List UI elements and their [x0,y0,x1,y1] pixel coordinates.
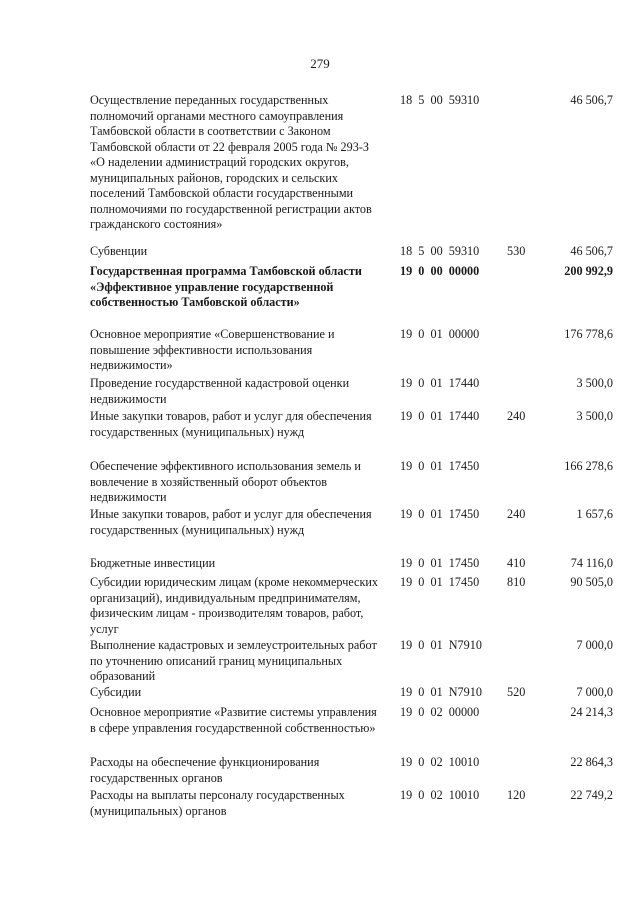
row-amount: 74 116,0 [570,556,613,570]
row-code: 19 0 01 17440 [400,409,480,423]
row-description: Субсидии [90,685,142,699]
row-amount: 176 778,6 [564,327,613,341]
row-code: 19 0 00 00000 [400,264,480,278]
row-amount: 46 506,7 [570,244,613,258]
row-description: Основное мероприятие «Развитие системы управления в сфере управления государственной собственностью» [90,705,377,735]
row-code: 18 5 00 59310 [400,244,480,258]
row-description: Иные закупки товаров, работ и услуг для обеспечения государственных (муниципальных) нужд [90,409,372,439]
row-amount: 24 214,3 [570,705,613,719]
row-description: Государственная программа Тамбовской области «Эффективное управление государственной собственностью Тамбовской области» [90,264,362,309]
row-amount: 3 500,0 [576,409,613,423]
row-expense-type: 120 [507,788,526,802]
row-expense-type: 240 [507,507,526,521]
row-amount: 46 506,7 [570,93,613,107]
row-code: 19 0 01 N7910 [400,638,482,652]
row-code: 19 0 01 00000 [400,327,480,341]
row-amount: 7 000,0 [576,638,613,652]
row-description: Обеспечение эффективного использования земель и вовлечение в хозяйственный оборот объектов недвижимости [90,459,361,504]
row-expense-type: 520 [507,685,526,699]
row-description: Субсидии юридическим лицам (кроме некоммерческих организаций), индивидуальным предпринимателям, физическим лицам - производителям товаров, работ, услуг [90,575,378,636]
row-amount: 22 749,2 [570,788,613,802]
row-description: Осуществление переданных государственных полномочий органами местного самоуправления Тамбовской области в соответствии с Законом Тамбовской области от 22 февраля 2005 года № 293-З «О наделении администраций городских округов, муниципальных районов, городских и сельских поселений Тамбовской области государственными полномочиями по государственной регистрации актов гражданского состояния» [90,93,372,231]
row-code: 19 0 01 17450 [400,459,480,473]
row-amount: 90 505,0 [570,575,613,589]
row-description: Субвенции [90,244,148,258]
page-number: 279 [310,56,330,71]
row-description: Основное мероприятие «Совершенствование и повышение эффективности использования недвижимости» [90,327,335,372]
row-code: 19 0 01 N7910 [400,685,482,699]
row-description: Иные закупки товаров, работ и услуг для обеспечения государственных (муниципальных) нужд [90,507,372,537]
row-amount: 1 657,6 [576,507,613,521]
row-expense-type: 240 [507,409,526,423]
row-expense-type: 410 [507,556,526,570]
row-amount: 22 864,3 [570,755,613,769]
row-amount: 166 278,6 [564,459,613,473]
row-amount: 3 500,0 [576,376,613,390]
row-code: 19 0 02 00000 [400,705,480,719]
row-expense-type: 530 [507,244,526,258]
row-description: Бюджетные инвестиции [90,556,216,570]
row-description: Выполнение кадастровых и землеустроительных работ по уточнению описаний границ муниципальных образований [90,638,377,683]
row-code: 19 0 02 10010 [400,788,480,802]
row-description: Расходы на обеспечение функционирования государственных органов [90,755,320,785]
row-code: 19 0 01 17440 [400,376,480,390]
row-code: 19 0 01 17450 [400,575,480,589]
row-amount: 200 992,9 [564,264,613,278]
row-code: 19 0 01 17450 [400,507,480,521]
row-description: Расходы на выплаты персоналу государственных (муниципальных) органов [90,788,345,818]
row-code: 19 0 01 17450 [400,556,480,570]
row-amount: 7 000,0 [576,685,613,699]
row-expense-type: 810 [507,575,526,589]
row-description: Проведение государственной кадастровой оценки недвижимости [90,376,350,406]
row-code: 19 0 02 10010 [400,755,480,769]
row-code: 18 5 00 59310 [400,93,480,107]
